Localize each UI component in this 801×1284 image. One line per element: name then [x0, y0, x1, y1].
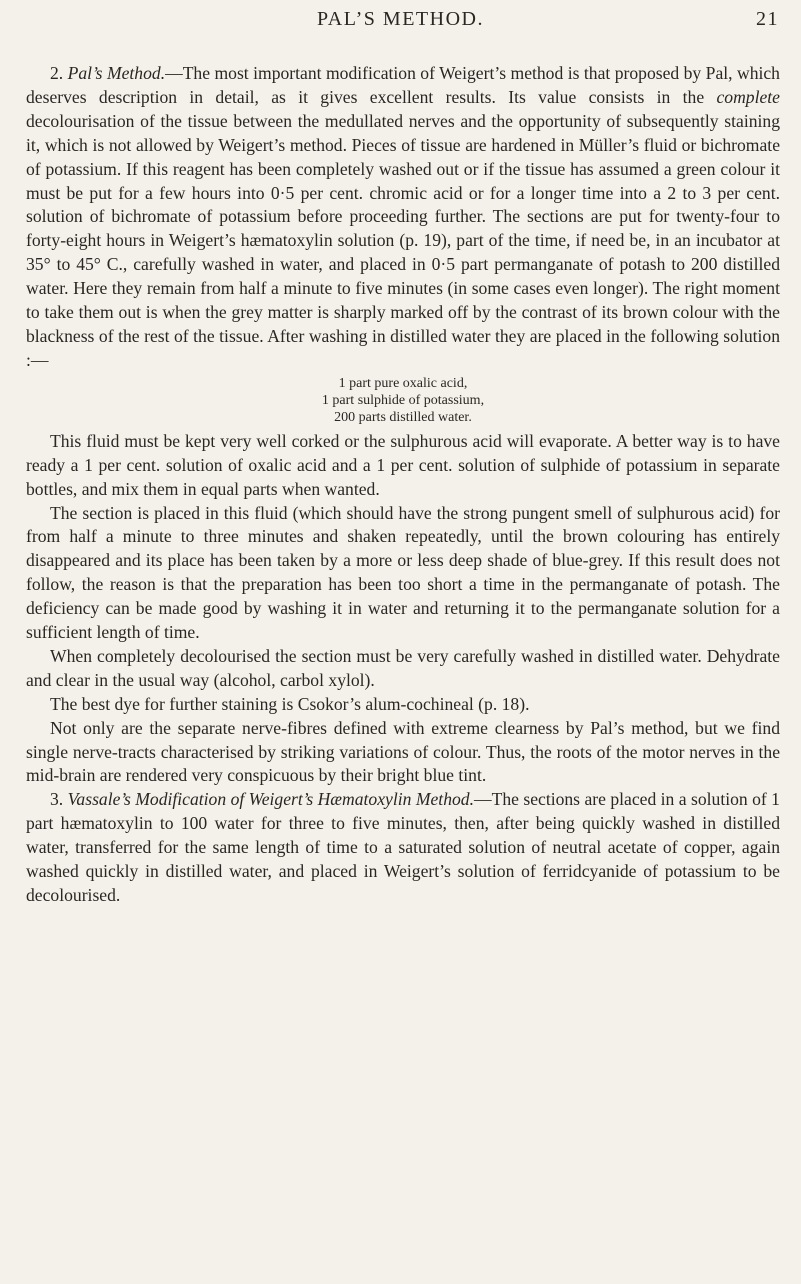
emphasis-text: complete [716, 86, 780, 107]
recipe-block [26, 375, 780, 426]
section-number: 3. [50, 789, 64, 810]
recipe-line: 1 part sulphide of potassium, [321, 392, 485, 408]
section-heading: Pal’s Method. [67, 63, 166, 83]
paragraph: Not only are the separate nerve-fibres defined with extreme clearness by Pal’s method, but we find single nerve-tracts characterised by striking variations of colour. Thus, the roots of the motor nerves in the mid-brain are rendered very conspicuous by their bright blue tint. [26, 717, 780, 786]
paragraph-text: —The sections are placed in a solution of 1 part hæmatoxylin to 100 water for three to five minutes, then, after being quickly washed in distilled water, transferred for the same length of time to a saturated solution of neutral acetate of copper, again washed quickly in distilled water, and placed in Weigert’s solution of ferridcyanide of potassium to be decolourised. [26, 789, 780, 905]
page-number: 21 [756, 8, 779, 30]
section-number: 2. [50, 63, 64, 83]
recipe-line: 1 part pure oxalic acid, [338, 375, 468, 391]
running-title: PAL’S METHOD. [317, 8, 484, 30]
paragraph: The best dye for further staining is Csokor’s alum-cochineal (p. 18). [50, 693, 530, 714]
pal-method-paragraph [26, 62, 780, 373]
vassale-method-paragraph [26, 788, 780, 908]
paragraph-text: —The most important modification of Weigert’s method is that proposed by Pal, which deserves description in detail, as it gives excellent results. Its value consists in the [26, 63, 780, 107]
section-heading: Vassale’s Modification of Weigert’s Hæmatoxylin Method. [67, 789, 474, 810]
paragraph: The section is placed in this fluid (which should have the strong pungent smell of sulphurous acid) for from half a minute to three minutes and shaken repeatedly, until the brown colouring has entirely disappeared and its place has been taken by a more or less deep shade of blue-grey. If this result does not follow, the reason is that the preparation has been too short a time in the permanganate of potash. The deficiency can be made good by washing it in water and returning it to the permanganate solution for a sufficient length of time. [26, 502, 780, 643]
paragraph: When completely decolourised the section must be very carefully washed in distilled water. Dehydrate and clear in the usual way (alcohol, carbol xylol). [26, 645, 780, 690]
recipe-line: 200 parts distilled water. [334, 409, 472, 425]
body-text [26, 62, 780, 908]
paragraph-text: decolourisation of the tissue between the medullated nerves and the opportunity of subsequently staining it, which is not allowed by Weigert’s method. Pieces of tissue are hardened in Müller’s fluid or bichromate of potassium. If this reagent has been completely washed out or if the tissue has assumed a green colour it must be put for a few hours into 0·5 per cent. chromic acid or for a longer time into a 2 to 3 per cent. solution of bichromate of potassium before proceeding further. The sections are put for twenty-four to forty-eight hours in Weigert’s hæmatoxylin solution (p. 19), part of the time, if need be, in an incubator at 35° to 45° C., carefully washed in water, and placed in 0·5 part permanganate of potash to 200 distilled water. Here they remain from half a minute to five minutes (in some cases even longer). The right moment to take them out is when the grey matter is sharply marked off by the contrast of its brown colour with the blackness of the rest of the tissue. After washing in distilled water they are placed in the following solution :— [26, 110, 780, 370]
paragraph: This fluid must be kept very well corked or the sulphurous acid will evaporate. A better way is to have ready a 1 per cent. solution of oxalic acid and a 1 per cent. solution of sulphide of potassium in separate bottles, and mix them in equal parts when wanted. [26, 430, 780, 499]
